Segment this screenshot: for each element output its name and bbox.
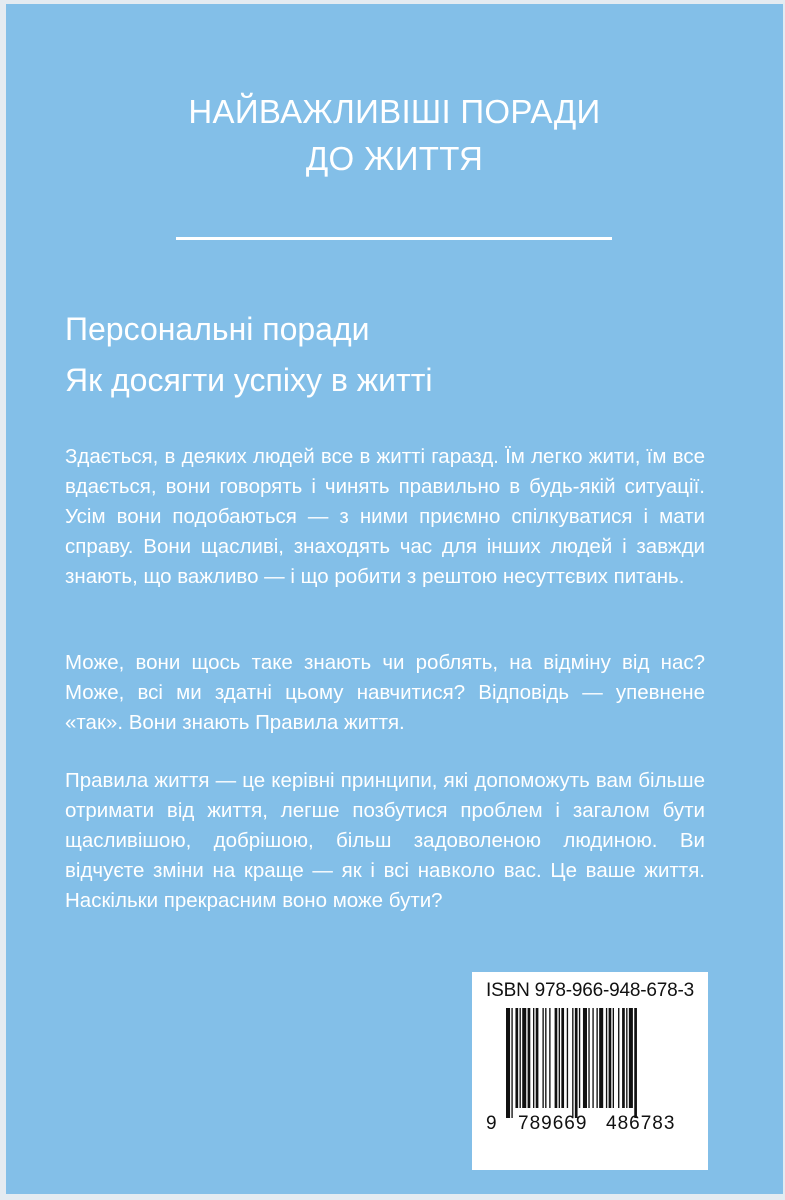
back-cover xyxy=(6,4,783,1194)
book-title-line-1: НАЙВАЖЛИВІШІ ПОРАДИ xyxy=(188,93,601,130)
book-title-line-2: ДО ЖИТТЯ xyxy=(305,140,484,177)
blurb-paragraph-3: Правила життя — це керівні принципи, які допоможуть вам більше отримати від життя, легше позбутися проблем і загалом бути щасливішою, добрішою, більш задоволеною людиною. Ви відчуєте зміни на краще — як і всі навколо вас. Це ваше життя. Наскільки прекрасним воно може бути? xyxy=(65,769,705,912)
barcode-panel xyxy=(472,972,708,1170)
blurb-paragraph-1: Здається, в деяких людей все в житті гаразд. Їм легко жити, їм все вдається, вони говорять і чинять правильно в будь-якій ситуації. Усім вони подобаються — з ними приємно спілкуватися і мати справу. Вони щасливі, знаходять час для інших людей і завжди знають, що важливо — і що робити з рештою несуттєвих питань. xyxy=(65,445,705,588)
subtitle-line-1: Персональні поради xyxy=(65,311,370,347)
barcode-digits-left: 789669 xyxy=(518,1113,588,1134)
book-subtitle xyxy=(65,304,432,406)
book-title xyxy=(6,88,783,182)
barcode-digits-right: 486783 xyxy=(606,1113,676,1134)
barcode-icon xyxy=(504,1008,680,1118)
divider-line xyxy=(176,237,612,240)
isbn-label: ISBN 978-966-948-678-3 xyxy=(486,980,694,1001)
barcode-digit-first: 9 xyxy=(486,1113,498,1134)
blurb-paragraph-2: Може, вони щось таке знають чи роблять, на відміну від нас? Може, всі ми здатні цьому навчитися? Відповідь — упевнене «так». Вони знають Правила життя. xyxy=(65,651,705,734)
subtitle-line-2: Як досягти успіху в житті xyxy=(65,362,433,398)
